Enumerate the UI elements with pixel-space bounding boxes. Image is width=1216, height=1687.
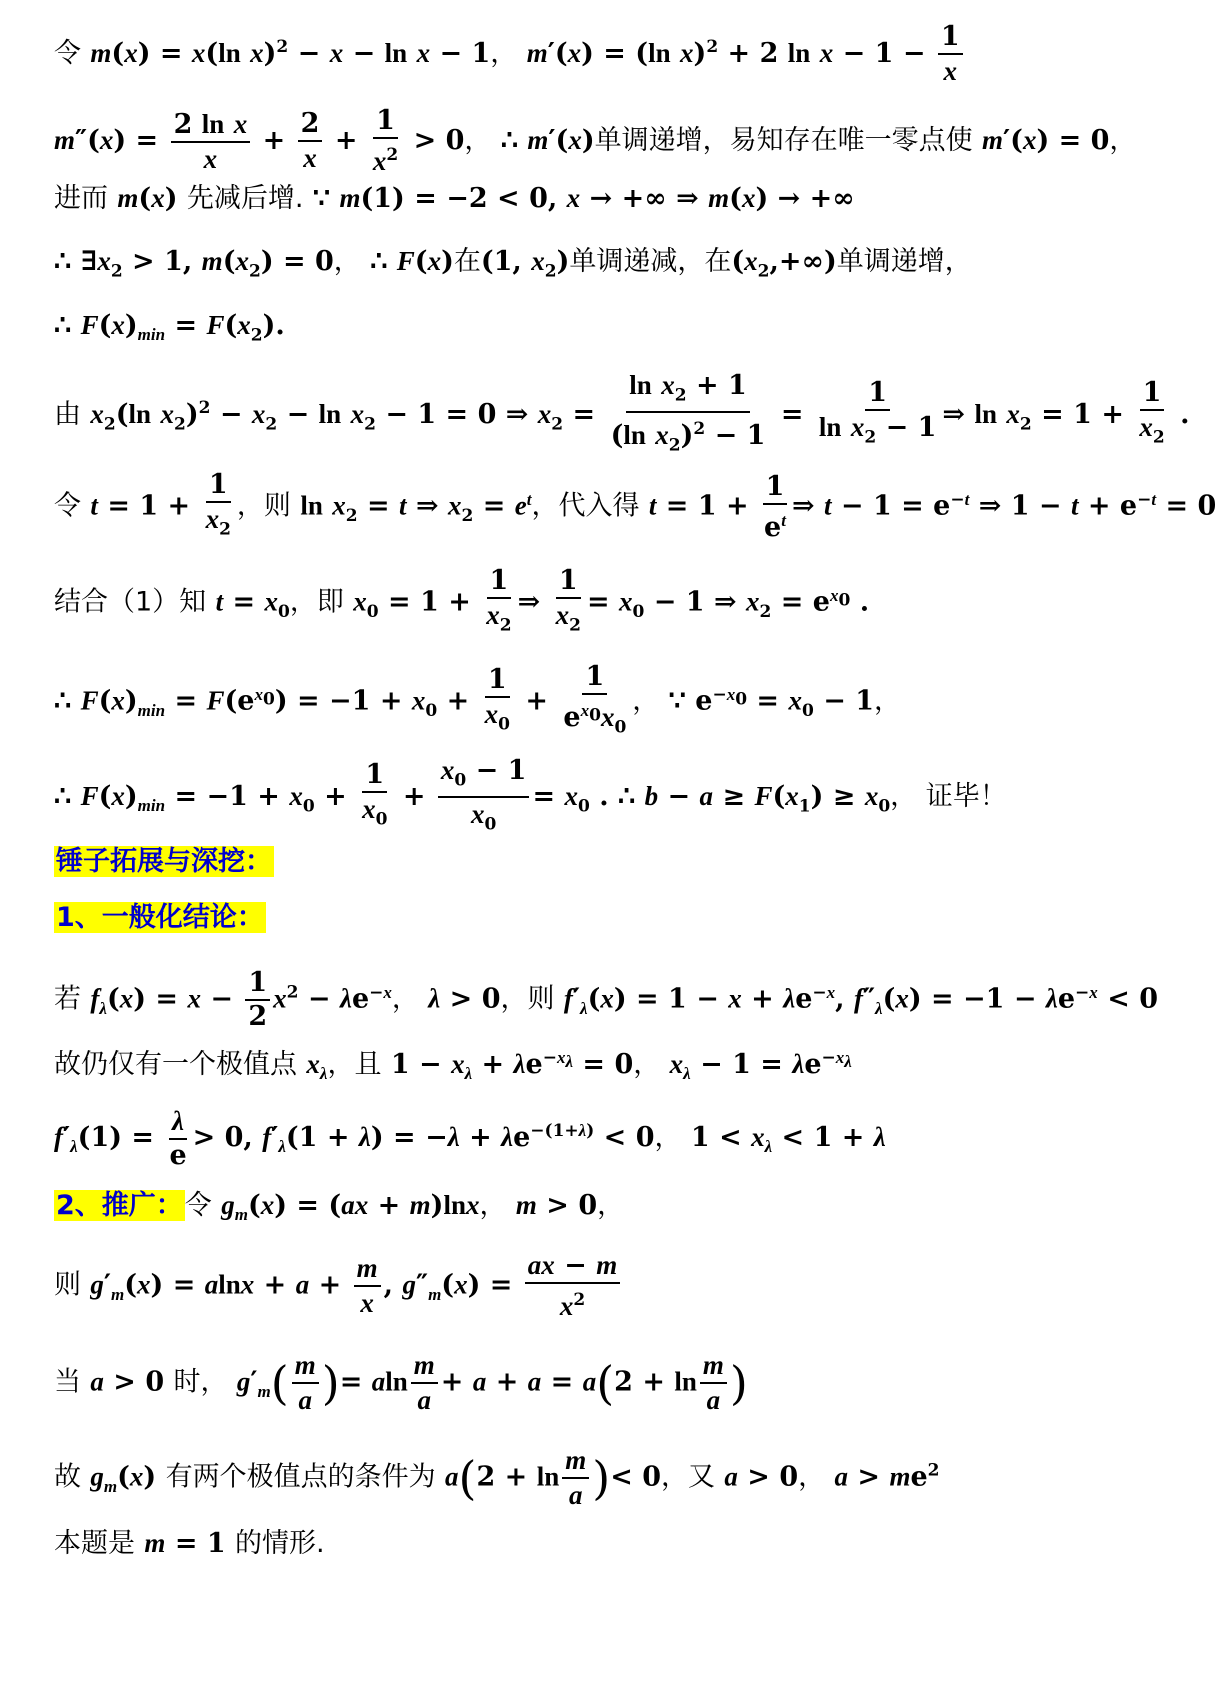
heading-highlight: 1、一般化结论： <box>56 902 264 933</box>
section-heading-extension <box>54 845 274 879</box>
line-20: 本题是 m = 1 的情形. <box>54 1528 325 1559</box>
line-16: 2、推广：令 $g_m(x) = (ax + m)\ln x$， m > 0， <box>56 1190 625 1225</box>
section-heading-general <box>54 901 266 935</box>
line-13: 若 $f_\lambda(x) = x$ − $\frac{1}{2}$ $x^2 - \lambda e^{-x}$， λ > 0，则 $f'_\lambda(x) = 1 - x + \lambda e^{-x}$, $f''_\lambda(x) = -1 - \lambda e^{-x} < 0$ <box>54 967 1159 1032</box>
line-18: 当 a > 0 时， $g'_m$( $\frac{m}{a}$ )= aln $\frac{m}{a}$ + a + a = a(2 + ln $\frac{m}{a}$ ) <box>54 1350 748 1415</box>
line-9: ∴ $F(x)_{min} = F(e^{x_0}) = -1 + x_0$ + $\frac{1}{x_0}$ + $\frac{1}{e^{x_0}x_0}$ ， ∵ $e^{-x_0} = x_0 - 1$， <box>54 661 902 738</box>
line-1: 令 m(x) = x(ln x)$^2$ − x − ln x − 1， m′(x) = (ln x)$^2$ + 2 ln x − 1 − $\frac{1}{x}$ <box>54 22 966 87</box>
heading-highlight-generalize: 2、推广： <box>56 1190 183 1221</box>
line-17: 则 $g'_m(x) = alnx + a$ + $\frac{m}{x}$ , $g''_m(x)$ = $\frac{ax - m}{x^2}$ <box>54 1250 623 1322</box>
line-5: ∴ $F(x)_{min} = F(x_2)$. <box>54 310 285 346</box>
line-4: ∴ $\exists x_2 > 1$, $m(x_2) = 0$， ∴ F(x)在(1, $x_2$)单调递减，在$(x_2,+\infty)$单调递增， <box>54 246 972 282</box>
line-7: 令 t = 1 + $\frac{1}{x_2}$ ，则 $\ln x_2 = t$ ⇒ $x_2 = e^t$，代入得 t = 1 + $\frac{1}{e^t}$ ⇒ $t - 1 = e^{-t}$ ⇒ $1 - t + e^{-t} = 0$ <box>54 469 1216 543</box>
heading-highlight: 锤子拓展与深挖： <box>56 846 272 877</box>
line-8: 结合（1）知 $t = x_0$，即 $x_0 = 1$ + $\frac{1}{x_2}$ ⇒ $\frac{1}{x_2}$ = $x_0 - 1$ ⇒ $x_2 = e^{x_0}$ . <box>54 565 870 636</box>
line-10: ∴ $F(x)_{min} = -1 + x_0$ + $\frac{1}{x_0}$ + $\frac{x_0 - 1}{x_0}$ = $x_0$ . ∴ $b - a \ge F(x_1) \ge x_0$， 证毕！ <box>54 755 1007 835</box>
line-15: $f'_\lambda(1)$ = $\frac{\lambda}{e}$ > 0, $f'_\lambda(1 + \lambda) = -\lambda + \lambda e^{-(1+\lambda)} < 0$， $1 < x_\lambda < 1 + \lambda$ <box>54 1106 886 1171</box>
line-6: 由 $x_2(\ln$ $x_2)^2 - x_2 - \ln x_2 - 1 = 0$ ⇒ $x_2$ = $\frac{\ln x_2 + 1}{(\ln x_2)^2 - 1}$ = $\frac{1}{\ln x_2 - 1}$ ⇒ $\ln x_2 = 1$ + $\frac{1}{x_2}$ . <box>54 370 1190 456</box>
line-14: 故仍仅有一个极值点 $x_\lambda$，且 $1 - x_\lambda + \lambda e^{-x_\lambda} = 0$， $x_\lambda - 1 = \lambda e^{-x_\lambda}$ <box>54 1048 852 1084</box>
line-2: m″(x) = $\frac{\text{2 ln x}}{x}$ + $\frac{2}{x}$ + $\frac{1}{x^2}$ > 0， ∴ m′(x)单调递增，易知存在唯一零点使 m′(x) = 0， <box>54 105 1137 176</box>
line-3: 进而 m(x) 先减后增. ∵ m(1) = −2 < 0, x → +∞ ⇒ m(x) → +∞ <box>54 183 855 214</box>
line-19: 故 $g_m(x)$ 有两个极值点的条件为 a(2 + ln $\frac{m}{a}$ )< 0，又 a > 0， $a > me^2$ <box>54 1445 940 1510</box>
